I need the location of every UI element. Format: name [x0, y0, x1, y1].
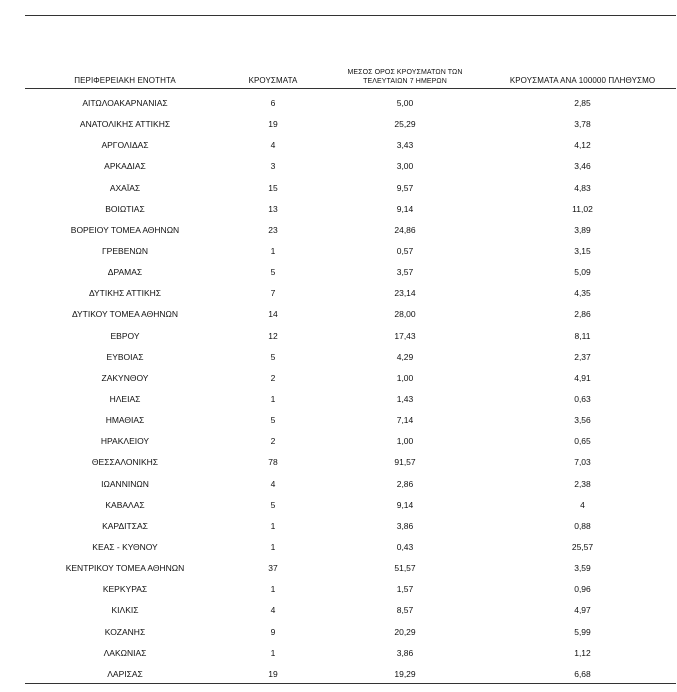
- cell-cases: 2: [270, 436, 276, 447]
- cell-region: ΗΜΑΘΙΑΣ: [105, 415, 145, 426]
- cell-avg7: 0,57: [396, 245, 414, 256]
- cell-region: ΕΥΒΟΙΑΣ: [106, 351, 144, 362]
- header-cases: ΚΡΟΥΣΜΑΤΑ: [248, 76, 298, 85]
- cell-cases: 6: [270, 98, 276, 108]
- table-row: [25, 453, 676, 474]
- cell-cases: 12: [268, 330, 278, 341]
- table-row: [25, 623, 676, 644]
- cell-region: ΚΑΡΔΙΤΣΑΣ: [102, 520, 148, 531]
- cell-cases: 9: [270, 626, 276, 637]
- cell-region: ΑΡΓΟΛΙΔΑΣ: [101, 140, 149, 151]
- cell-per100k: 4,12: [574, 140, 591, 151]
- cell-avg7: 3,86: [396, 520, 414, 531]
- cell-region: ΚΕΡΚΥΡΑΣ: [102, 584, 148, 595]
- cell-cases: 7: [270, 288, 276, 299]
- cell-cases: 78: [268, 457, 278, 468]
- table-row: [25, 179, 676, 200]
- cell-per100k: 8,11: [574, 330, 591, 341]
- table-row: [25, 242, 676, 263]
- cell-avg7: 5,00: [396, 98, 414, 108]
- table-row: [25, 580, 676, 601]
- cell-avg7: 17,43: [394, 330, 416, 341]
- table-row: [25, 348, 676, 369]
- cell-avg7: 28,00: [394, 309, 416, 320]
- cell-avg7: 4,29: [396, 351, 414, 362]
- cell-avg7: 3,43: [396, 140, 414, 151]
- cell-per100k: 6,68: [574, 668, 591, 679]
- table-row: [25, 390, 676, 411]
- cell-per100k: 7,03: [574, 457, 591, 468]
- table-row: [25, 601, 676, 622]
- cell-cases: 5: [270, 415, 276, 426]
- table-row: [25, 263, 676, 284]
- cell-cases: 4: [270, 605, 276, 616]
- cell-avg7: 51,57: [394, 563, 416, 574]
- cell-region: ΚΙΛΚΙΣ: [111, 605, 139, 616]
- cell-per100k: 5,09: [574, 267, 591, 278]
- cell-per100k: 3,56: [574, 415, 591, 426]
- cell-avg7: 20,29: [394, 626, 416, 637]
- table-row: [25, 157, 676, 178]
- cell-avg7: 23,14: [394, 288, 416, 299]
- table-row: [25, 559, 676, 580]
- cell-region: ΚΟΖΑΝΗΣ: [104, 626, 146, 637]
- cell-avg7: 1,57: [396, 584, 414, 595]
- header-avg7-line1: ΜΕΣΟΣ ΟΡΟΣ ΚΡΟΥΣΜΑΤΩΝ ΤΩΝ: [347, 69, 463, 76]
- table-row: [25, 538, 676, 559]
- cell-per100k: 3,59: [574, 563, 591, 574]
- cell-cases: 13: [268, 203, 278, 214]
- table-header: [25, 60, 676, 88]
- cell-per100k: 2,86: [574, 309, 591, 320]
- cell-region: ΔΡΑΜΑΣ: [107, 267, 143, 278]
- top-rule: [25, 15, 676, 16]
- cell-per100k: 3,78: [574, 119, 591, 130]
- cell-region: ΚΑΒΑΛΑΣ: [105, 499, 145, 510]
- cell-cases: 1: [270, 520, 276, 531]
- cell-region: ΑΡΚΑΔΙΑΣ: [104, 161, 146, 172]
- cell-avg7: 1,00: [396, 372, 414, 383]
- table-row: [25, 496, 676, 517]
- table-row: [25, 369, 676, 390]
- table-row: [25, 200, 676, 221]
- table-row: [25, 94, 676, 115]
- cell-per100k: 2,37: [574, 351, 591, 362]
- cell-avg7: 3,86: [396, 647, 414, 658]
- cell-cases: 1: [270, 647, 276, 658]
- cell-avg7: 1,00: [396, 436, 414, 447]
- cell-region: ΕΒΡΟΥ: [110, 330, 140, 341]
- cell-region: ΔΥΤΙΚΗΣ ΑΤΤΙΚΗΣ: [88, 288, 162, 299]
- cell-per100k: 2,85: [574, 98, 591, 108]
- cell-region: ΒΟΙΩΤΙΑΣ: [105, 203, 145, 214]
- table-body: [25, 94, 676, 686]
- cell-avg7: 9,14: [396, 499, 414, 510]
- cell-cases: 15: [268, 182, 278, 193]
- cell-per100k: 4,83: [574, 182, 591, 193]
- cell-per100k: 3,89: [574, 224, 591, 235]
- header-region: ΠΕΡΙΦΕΡΕΙΑΚΗ ΕΝΟΤΗΤΑ: [74, 76, 176, 85]
- cell-region: ΛΑΚΩΝΙΑΣ: [103, 647, 147, 658]
- table-row: [25, 411, 676, 432]
- table-row: [25, 115, 676, 136]
- cell-avg7: 0,43: [396, 541, 414, 552]
- cell-cases: 5: [270, 499, 276, 510]
- cell-avg7: 24,86: [394, 224, 416, 235]
- cell-region: ΑΝΑΤΟΛΙΚΗΣ ΑΤΤΙΚΗΣ: [79, 119, 171, 130]
- cell-avg7: 9,14: [396, 203, 414, 214]
- cell-per100k: 0,63: [574, 393, 591, 404]
- table-row: [25, 327, 676, 348]
- cell-cases: 19: [268, 119, 278, 130]
- cell-cases: 3: [270, 161, 276, 172]
- cell-per100k: 4: [580, 499, 585, 510]
- cell-cases: 1: [270, 245, 276, 256]
- cell-per100k: 4,97: [574, 605, 591, 616]
- cell-per100k: 0,96: [574, 584, 591, 595]
- cell-region: ΗΡΑΚΛΕΙΟΥ: [100, 436, 150, 447]
- cell-per100k: 11,02: [572, 203, 593, 214]
- cell-cases: 4: [270, 140, 276, 151]
- header-per100k: ΚΡΟΥΣΜΑΤΑ ΑΝΑ 100000 ΠΛΗΘΥΣΜΟ: [509, 76, 656, 85]
- cell-cases: 2: [270, 372, 276, 383]
- table-row: [25, 136, 676, 157]
- cell-cases: 1: [270, 584, 276, 595]
- table-row: [25, 284, 676, 305]
- cell-region: ΖΑΚΥΝΘΟΥ: [101, 372, 149, 383]
- cell-region: ΑΙΤΩΛΟΑΚΑΡΝΑΝΙΑΣ: [82, 98, 168, 108]
- cell-region: ΘΕΣΣΑΛΟΝΙΚΗΣ: [91, 457, 159, 468]
- cell-per100k: 0,88: [574, 520, 591, 531]
- table-row: [25, 644, 676, 665]
- header-avg7-line2: ΤΕΛΕΥΤΑΙΩΝ 7 ΗΜΕΡΩΝ: [363, 78, 447, 85]
- cell-per100k: 4,35: [574, 288, 591, 299]
- cell-per100k: 25,57: [571, 541, 594, 552]
- cell-region: ΗΛΕΙΑΣ: [109, 393, 141, 404]
- cell-avg7: 3,00: [396, 161, 414, 172]
- cell-avg7: 1,43: [396, 393, 414, 404]
- cell-cases: 19: [268, 668, 278, 679]
- header-avg7: [321, 68, 489, 86]
- cell-cases: 5: [270, 267, 276, 278]
- cell-avg7: 9,57: [396, 182, 414, 193]
- cell-cases: 14: [268, 309, 278, 320]
- cell-avg7: 91,57: [394, 457, 416, 468]
- cell-per100k: 0,65: [574, 436, 591, 447]
- cell-region: ΓΡΕΒΕΝΩΝ: [102, 245, 148, 256]
- cell-per100k: 5,99: [574, 626, 591, 637]
- cell-per100k: 3,15: [574, 245, 591, 256]
- cell-region: ΚΕΑΣ - ΚΥΘΝΟΥ: [92, 541, 158, 552]
- cell-per100k: 3,46: [574, 161, 591, 172]
- cell-avg7: 7,14: [396, 415, 414, 426]
- cell-avg7: 3,57: [396, 267, 414, 278]
- cell-cases: 1: [270, 541, 276, 552]
- cell-region: ΚΕΝΤΡΙΚΟΥ ΤΟΜΕΑ ΑΘΗΝΩΝ: [65, 563, 185, 574]
- table-row: [25, 517, 676, 538]
- bottom-rule: [25, 683, 676, 684]
- cell-cases: 5: [270, 351, 276, 362]
- header-rule: [25, 88, 676, 89]
- cell-avg7: 19,29: [394, 668, 416, 679]
- cell-avg7: 25,29: [394, 119, 416, 130]
- cell-per100k: 2,38: [574, 478, 591, 489]
- table-row: [25, 305, 676, 326]
- cell-region: ΑΧΑΪΑΣ: [109, 182, 141, 193]
- cell-avg7: 2,86: [396, 478, 414, 489]
- cell-avg7: 8,57: [396, 605, 414, 616]
- cell-region: ΒΟΡΕΙΟΥ ΤΟΜΕΑ ΑΘΗΝΩΝ: [70, 224, 180, 235]
- cell-cases: 37: [268, 563, 278, 574]
- table-row: [25, 432, 676, 453]
- table-row: [25, 221, 676, 242]
- cell-per100k: 1,12: [574, 647, 591, 658]
- cell-region: ΙΩΑΝΝΙΝΩΝ: [101, 478, 149, 489]
- cell-region: ΛΑΡΙΣΑΣ: [107, 668, 143, 679]
- cell-cases: 23: [268, 224, 278, 235]
- cell-per100k: 4,91: [574, 372, 591, 383]
- cell-cases: 1: [270, 393, 276, 404]
- cell-cases: 4: [270, 478, 276, 489]
- table-row: [25, 475, 676, 496]
- cell-region: ΔΥΤΙΚΟΥ ΤΟΜΕΑ ΑΘΗΝΩΝ: [71, 309, 179, 320]
